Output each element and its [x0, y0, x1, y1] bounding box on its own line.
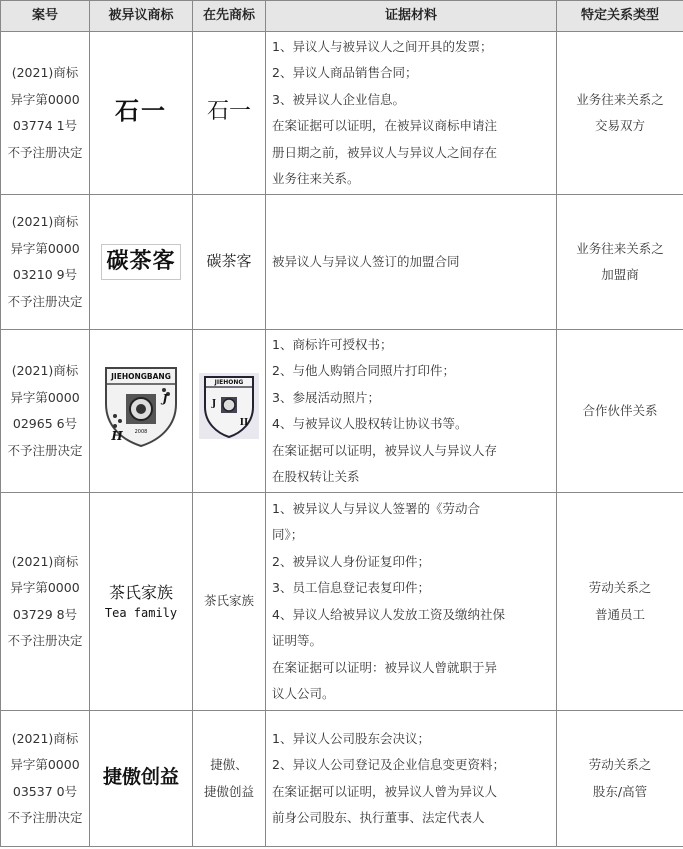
- header-case-no: 案号: [1, 1, 90, 32]
- relation-line: 劳动关系之: [588, 757, 652, 772]
- logo-top-text: JIEHONGBANG: [111, 372, 171, 382]
- evidence-cell: [266, 493, 557, 711]
- table-row: [1, 711, 683, 847]
- prior-mark-text: 石一: [206, 98, 251, 124]
- table-header-row: [1, 1, 683, 32]
- opposed-mark-logo: 捷傲创益: [102, 766, 179, 789]
- evidence-line: 在股权转让关系: [272, 469, 360, 484]
- relation-line: 劳动关系之: [588, 580, 652, 595]
- evidence-line: 2、异议人商品销售合同；: [272, 65, 418, 80]
- evidence-line: 2、被异议人身份证复印件；: [272, 553, 430, 569]
- prior-mark-cell: [193, 195, 266, 330]
- case-number: (2021)商标异字第000003729 8号不予注册决定: [1, 493, 90, 711]
- table-row: [1, 330, 683, 493]
- prior-mark-cell: [193, 493, 266, 711]
- relation-line: 股东/高管: [592, 783, 648, 799]
- opposed-mark-cell: [90, 32, 193, 195]
- prior-mark-cell: [193, 32, 266, 195]
- table-row: [1, 493, 683, 711]
- prior-mark-text: 捷傲创益: [203, 783, 254, 799]
- case-number: (2021)商标异字第000003774 1号不予注册决定: [1, 32, 90, 195]
- opposed-mark-cell: [90, 711, 193, 847]
- evidence-line: 议人公司。: [272, 686, 335, 701]
- prior-mark-cell: [193, 711, 266, 847]
- prior-mark-cell: [193, 330, 266, 493]
- evidence-line: 册日期之前，被异议人与异议人之间存在: [272, 144, 498, 160]
- relation-cell: [557, 195, 683, 330]
- evidence-line: 4、与被异议人股权转让协议书等。: [272, 416, 468, 431]
- evidence-line: 2、异议人公司登记及企业信息变更资料；: [272, 757, 505, 772]
- evidence-line: 前身公司股东、执行董事、法定代表人: [272, 810, 485, 825]
- case-number: (2021)商标异字第000002965 6号不予注册决定: [1, 330, 90, 493]
- relation-line: 业务往来关系之: [576, 240, 664, 256]
- opposed-mark-logo: 碳茶客: [101, 244, 180, 280]
- evidence-line: 在案证据可以证明，在被异议商标申请注: [272, 118, 498, 133]
- table-row: [1, 195, 683, 330]
- evidence-cell: [266, 711, 557, 847]
- relation-line: 普通员工: [594, 606, 645, 622]
- evidence-line: 在案证据可以证明：被异议人曾就职于异: [272, 659, 498, 675]
- opposed-mark-cell: [90, 195, 193, 330]
- shield-logo-icon: [199, 373, 259, 439]
- header-prior-mark: 在先商标: [193, 1, 266, 32]
- logo-bottom-text: 2008: [134, 429, 148, 436]
- evidence-line: 2、与他人购销合同照片打印件；: [272, 363, 455, 378]
- relation-line: 加盟商: [601, 267, 639, 282]
- logo-letter-2: II: [239, 418, 249, 429]
- header-opposed-mark: 被异议商标: [90, 1, 193, 32]
- relation-cell: [557, 711, 683, 847]
- shield-logo-icon: [100, 364, 182, 448]
- opposed-mark-cell: [90, 330, 193, 493]
- opposed-mark-logo: 茶氏家族: [108, 582, 173, 602]
- logo-top-text: JIEHONG: [214, 379, 244, 387]
- prior-mark-text: 茶氏家族: [203, 593, 254, 609]
- evidence-line: 业务往来关系。: [272, 171, 360, 186]
- opposed-mark-cell: [90, 493, 193, 711]
- evidence-line: 3、参展活动照片；: [272, 389, 380, 405]
- evidence-line: 证明等。: [272, 633, 323, 648]
- case-number: (2021)商标异字第000003537 0号不予注册决定: [1, 711, 90, 847]
- evidence-line: 1、异议人公司股东会决议；: [272, 730, 430, 746]
- evidence-line: 同》；: [272, 527, 304, 542]
- evidence-line: 1、异议人与被异议人之间开具的发票；: [272, 38, 493, 54]
- case-number: (2021)商标异字第000003210 9号不予注册决定: [1, 195, 90, 330]
- logo-letter-1: J: [211, 399, 217, 410]
- header-relation: 特定关系类型: [557, 1, 683, 32]
- evidence-line: 1、商标许可授权书；: [272, 336, 393, 352]
- opposed-mark-logo: 石一: [115, 95, 167, 125]
- opposed-mark-subtext: Tea family: [104, 605, 178, 620]
- relation-cell: [557, 330, 683, 493]
- evidence-line: 4、异议人给被异议人发放工资及缴纳社保: [272, 606, 505, 622]
- evidence-cell: [266, 32, 557, 195]
- evidence-line: 被异议人与异议人签订的加盟合同: [272, 253, 460, 269]
- evidence-line: 1、被异议人与异议人签署的《劳动合: [272, 500, 480, 516]
- evidence-line: 3、员工信息登记表复印件；: [272, 580, 430, 595]
- evidence-cell: [266, 195, 557, 330]
- relation-cell: [557, 493, 683, 711]
- evidence-line: 在案证据可以证明，被异议人曾为异议人: [272, 783, 498, 799]
- logo-letter-2: H: [111, 429, 123, 444]
- evidence-cell: [266, 330, 557, 493]
- relation-line: 业务往来关系之: [576, 91, 664, 107]
- table-row: [1, 32, 683, 195]
- prior-mark-text: 碳茶客: [206, 252, 252, 271]
- prior-mark-text: 捷傲、: [210, 757, 248, 772]
- relation-line: 交易双方: [594, 118, 645, 133]
- header-evidence: 证据材料: [266, 1, 557, 32]
- evidence-line: 3、被异议人企业信息。: [272, 91, 405, 107]
- relation-line: 合作伙伴关系: [582, 402, 658, 418]
- logo-letter-1: J: [162, 392, 168, 406]
- evidence-line: 在案证据可以证明，被异议人与异议人存: [272, 442, 498, 458]
- relation-cell: [557, 32, 683, 195]
